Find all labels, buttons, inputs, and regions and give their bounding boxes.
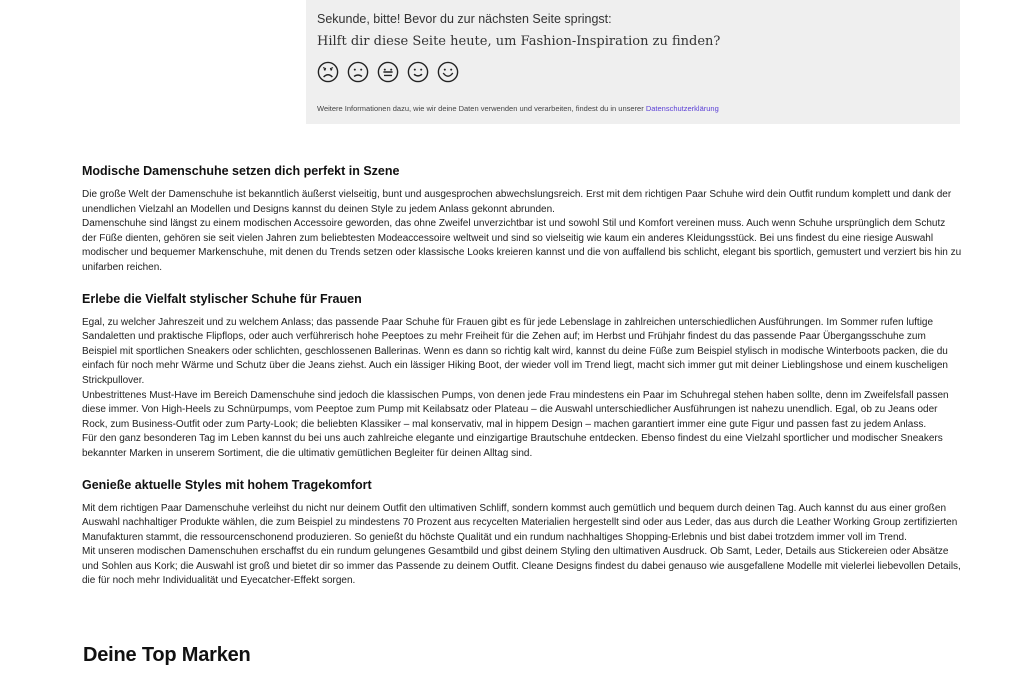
sad-face-icon[interactable] [347, 61, 369, 83]
section-paragraph: Damenschuhe sind längst zu einem modischen Accessoire geworden, das ohne Zweifel unverzichtbar ist und sowohl Stil und Komfort vereinen muss. Auch wenn Schuhe ursprünglich dem Schutz der Füße dienten, gehören sie seit vielen Jahren zum beliebtesten Modeaccessoire weltweit und sind so vielseitig wie kaum ein anderes Kleidungsstück. Bei uns findest du eine riesige Auswahl modischer und bequemer Markenschuhe, mit denen du Trends setzen oder klassische Looks kreieren kannst und die von auffallend bis schlicht, elegant bis sportlich, gemustert und verziert bis hin zu unifarben reichen. [82, 218, 962, 273]
feedback-question: Hilft dir diese Seite heute, um Fashion-Inspiration zu finden? [317, 34, 721, 49]
section-modische-damenschuhe [82, 163, 962, 276]
brands-title: Deine Top Marken [83, 644, 251, 666]
feedback-box [306, 0, 960, 124]
section-heading: Modische Damenschuhe setzen dich perfekt in Szene [82, 164, 400, 178]
section-vielfalt-schuhe [82, 291, 962, 462]
neutral-face-icon[interactable] [377, 61, 399, 83]
privacy-link[interactable]: Datenschutzerklärung [645, 104, 719, 113]
section-paragraph: Die große Welt der Damenschuhe ist bekanntlich äußerst vielseitig, bunt und ausgesprochen abwechslungsreich. Erst mit dem richtigen Paar Schuhe wird dein Outfit rundum komplett und dank der unendlichen Vielzahl an Modellen und Designs kannst du deinen Style zu jedem Anlass gekonnt abrunden. [82, 189, 952, 215]
privacy-note [317, 104, 960, 114]
section-paragraph: Mit unseren modischen Damenschuhen erschaffst du ein rundum gelungenes Gesamtbild und gibst deinem Styling den ultimativen Ausdruck. Ob Samt, Leder, Details aus Stickereien oder Absätze und Sohlen aus Kork; die Auswahl ist groß und bietet dir so immer das Passende zu deinem Outfit. Cleane Designs findest du dabei genauso wie ausgefallene Modelle mit vielerlei liebevollen Details, die für noch mehr Individualität und Eyecatcher-Effekt sorgen. [82, 546, 961, 587]
section-heading: Genieße aktuelle Styles mit hohem Tragekomfort [82, 477, 372, 492]
smile-face-icon[interactable] [407, 61, 429, 83]
section-paragraph: Egal, zu welcher Jahreszeit und zu welchem Anlass; das passende Paar Schuhe für Frauen gibt es für jede Lebenslage in zahlreichen unterschiedlichen Ausführungen. Im Sommer rufen luftige Sandaletten und praktische Flipflops, oder auch verführerisch hohe Peeptoes zu mehr Freiheit für die Zehen auf; im Herbst und Frühjahr findest du das passende Paar Übergangsschuhe zum Beispiel mit sportlichen Sneakers oder schlichten, geschlossenen Ballerinas. Wenn es dann so richtig kalt wird, kannst du deine Füße zum Beispiel stylisch in modische Winterboots packen, die du einfach für noch mehr Wärme und Schutz über die Jeans ziehst. Auch ein lässiger Hiking Boot, der wieder voll im Trend liegt, macht sich immer gut mit deiner Lieblingshose und einem kuscheligen Strickpullover. [82, 316, 948, 386]
privacy-text: Weitere Informationen dazu, wie wir deine Daten verwenden und verarbeiten, findest du in unserer [317, 104, 644, 113]
section-heading: Erlebe die Vielfalt stylischer Schuhe für Frauen [82, 291, 362, 306]
section-paragraph: Mit dem richtigen Paar Damenschuhe verleihst du nicht nur deinem Outfit den ultimativen Schliff, sondern kommst auch gemütlich und bequem durch deinen Tag. Auch kannst du aus einer großen Auswahl nachhaltiger Produkte wählen, die zum Beispiel zu mindestens 70 Prozent aus recycelten Materialien hergestellt sind oder aus Leder, das aus durch die Leather Working Group zertifizierten Manufakturen stammt, die ressourcenschonend produzieren. So genießt du höchste Qualität und ein rundum nachhaltiges Shopping-Erlebnis und bist dabei trotzdem immer voll im Trend. [82, 502, 958, 543]
rating-row [317, 60, 960, 84]
section-paragraph: Für den ganz besonderen Tag im Leben kannst du bei uns auch zahlreiche elegante und einzigartige Brautschuhe entdecken. Ebenso findest du eine Vielzahl sportlicher und modischer Sneakers bekannter Marken in unserem Sortiment, die die ultimativ gemütlichen Begleiter für deinen Alltag sind. [82, 433, 943, 459]
section-paragraph: Unbestrittenes Must-Have im Bereich Damenschuhe sind jedoch die klassischen Pumps, von denen jede Frau mindestens ein Paar im Schuhregal stehen haben sollte, denn im Zweifelsfall passen diese immer. Von High-Heels zu Schnürpumps, vom Peeptoe zum Pump mit Keilabsatz oder Plateau – die Auswahl unterschiedlicher Ausführungen ist nahezu unendlich. Egal, ob zu Jeans oder Rock, zum Business-Outfit oder zum Party-Look; die beliebten Klassiker – mal konservativ, mal in hippem Design – machen garantiert immer eine gute Figur und passen fast zu jedem Anlass. [82, 389, 949, 430]
feedback-intro: Sekunde, bitte! Bevor du zur nächsten Seite springst: [317, 12, 612, 26]
very-sad-face-icon[interactable] [317, 61, 339, 83]
section-tragekomfort [82, 477, 962, 590]
seo-text-content [82, 163, 962, 604]
very-happy-face-icon[interactable] [437, 61, 459, 83]
